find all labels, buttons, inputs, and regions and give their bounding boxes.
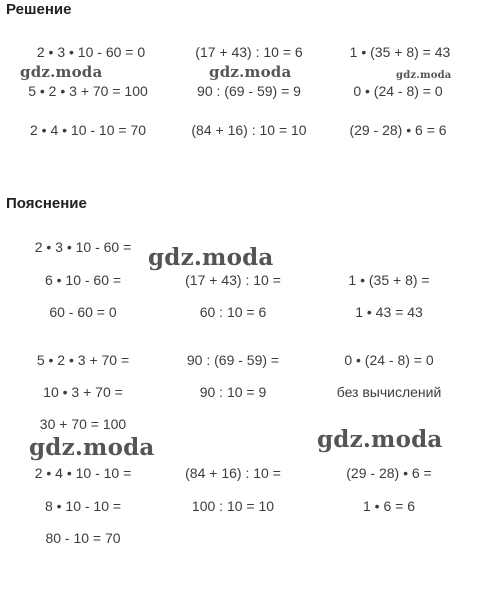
solution-expression: 0 • (24 - 8) = 0: [353, 83, 443, 99]
explanation-step: 1 • 43 = 43: [355, 304, 423, 320]
explanation-step: 90 : 10 = 9: [199, 384, 267, 400]
watermark: gdz.moda: [148, 244, 274, 271]
explanation-step: 5 • 2 • 3 + 70 =: [36, 352, 130, 368]
explanation-step: 2 • 4 • 10 - 10 =: [34, 465, 132, 481]
explanation-step: 2 • 3 • 10 - 60 =: [34, 239, 132, 255]
explanation-step: без вычислений: [336, 384, 442, 400]
solution-expression: (17 + 43) : 10 = 6: [195, 44, 303, 60]
solution-expression: 2 • 3 • 10 - 60 = 0: [36, 44, 146, 60]
explanation-step: 8 • 10 - 10 =: [44, 498, 122, 514]
explanation-step: 0 • (24 - 8) = 0: [344, 352, 434, 368]
explanation-step: (17 + 43) : 10 =: [185, 272, 281, 288]
explanation-step: (84 + 16) : 10 =: [185, 465, 281, 481]
watermark: gdz.moda: [20, 63, 103, 81]
explanation-step: 1 • (35 + 8) =: [348, 272, 430, 288]
explanation-step: (29 - 28) • 6 =: [346, 465, 432, 481]
explanation-step: 100 : 10 = 10: [191, 498, 275, 514]
solution-expression: 2 • 4 • 10 - 10 = 70: [29, 122, 147, 138]
watermark: gdz.moda: [209, 63, 292, 81]
explanation-step: 80 - 10 = 70: [45, 530, 121, 546]
explanation-step: 6 • 10 - 60 =: [44, 272, 122, 288]
solution-expression: (84 + 16) : 10 = 10: [191, 122, 307, 138]
explanation-step: 60 : 10 = 6: [199, 304, 267, 320]
solution-expression: 90 : (69 - 59) = 9: [197, 83, 301, 99]
watermark: gdz.moda: [396, 70, 452, 81]
explanation-step: 10 • 3 + 70 =: [43, 384, 123, 400]
solution-expression: 1 • (35 + 8) = 43: [349, 44, 451, 60]
watermark: gdz.moda: [317, 426, 443, 453]
explanation-heading: Пояснение: [6, 195, 87, 212]
explanation-step: 1 • 6 = 6: [363, 498, 415, 514]
solution-expression: (29 - 28) • 6 = 6: [349, 122, 447, 138]
explanation-step: 90 : (69 - 59) =: [186, 352, 280, 368]
explanation-step: 30 + 70 = 100: [39, 416, 127, 432]
solution-heading: Решение: [6, 1, 72, 18]
solution-expression: 5 • 2 • 3 + 70 = 100: [28, 83, 148, 99]
watermark: gdz.moda: [29, 434, 155, 461]
explanation-step: 60 - 60 = 0: [49, 304, 117, 320]
